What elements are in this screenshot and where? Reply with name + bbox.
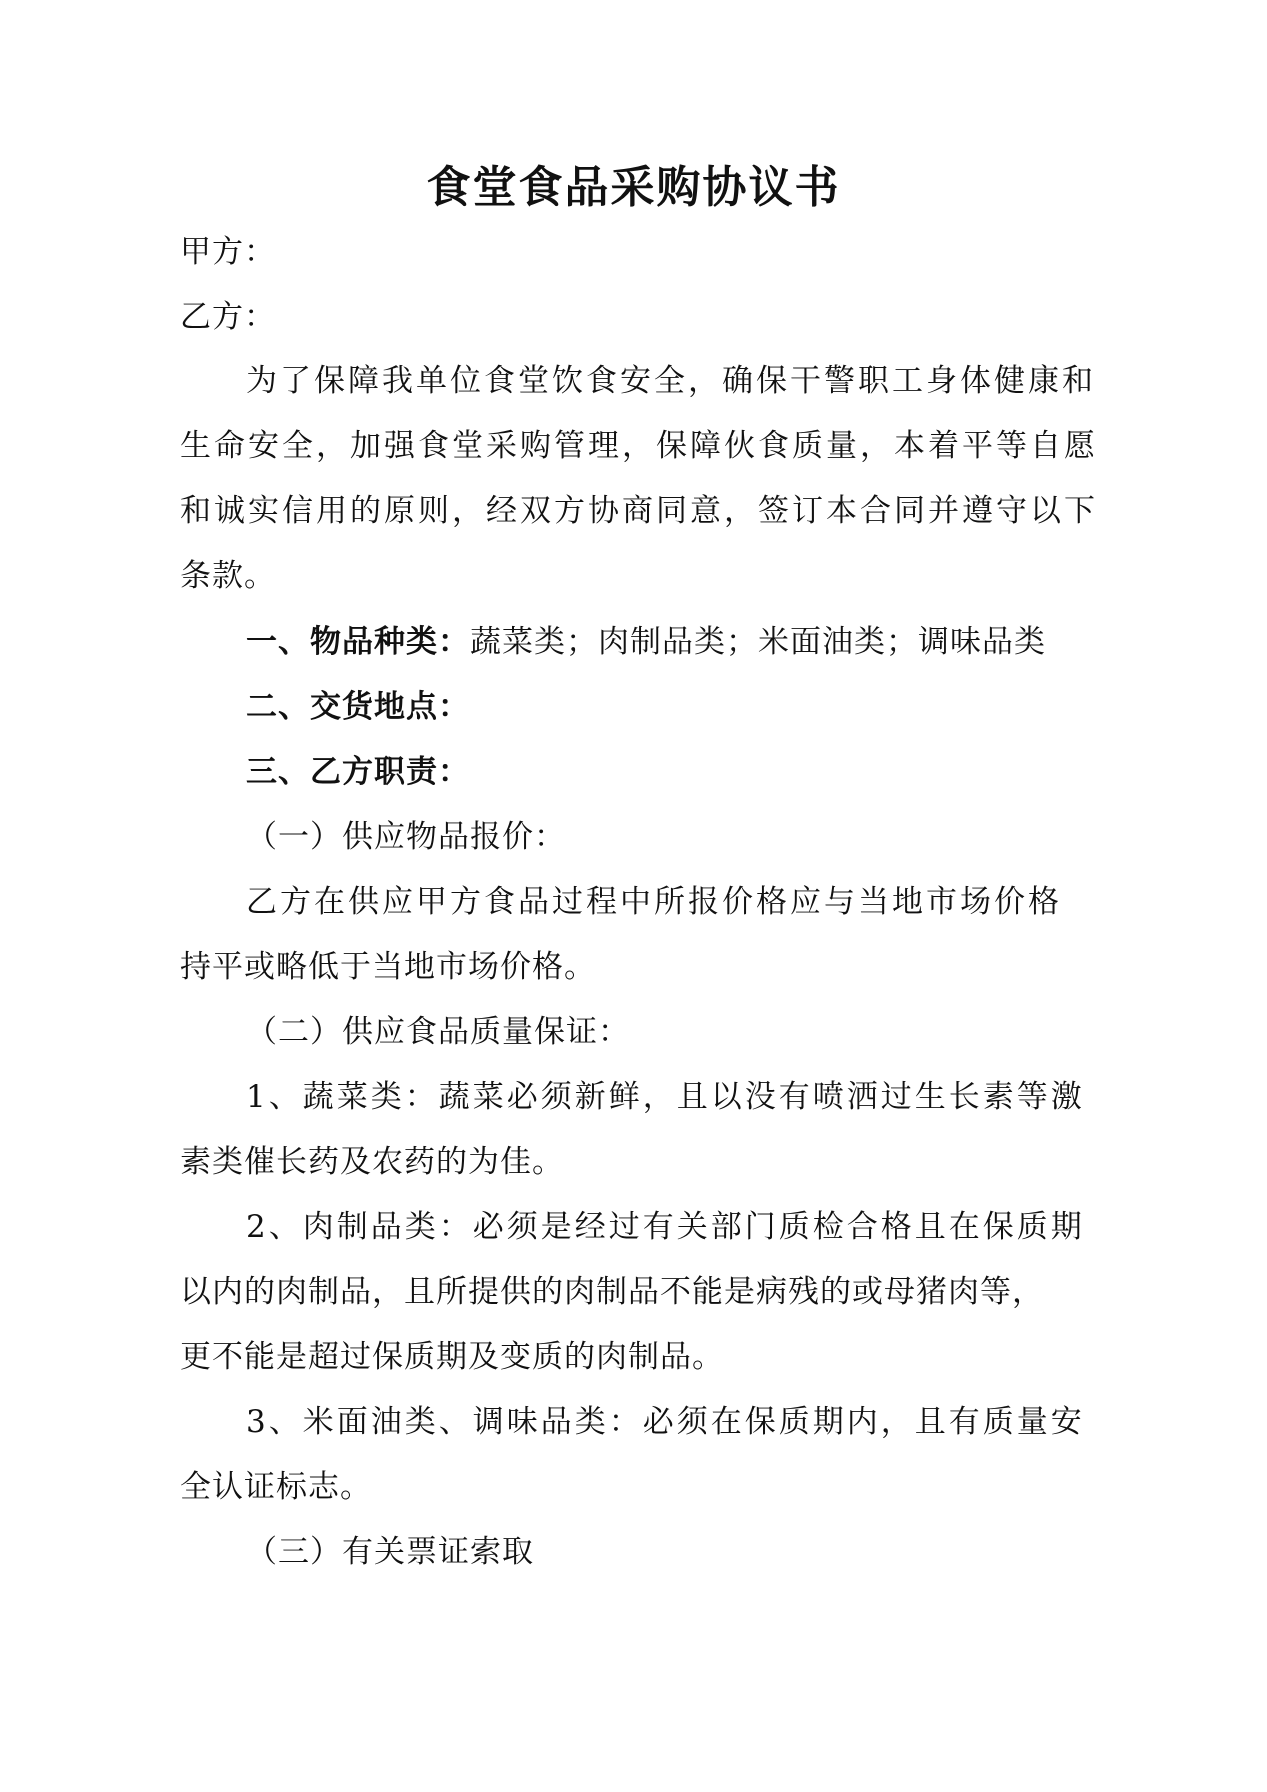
sub-2-item-3-line-1: 3、米面油类、调味品类：必须在保质期内，且有质量安 — [246, 1404, 1085, 1440]
section-1 — [246, 622, 1046, 662]
section-1-heading: 一、物品种类： — [246, 624, 470, 660]
sub-1-line-2: 持平或略低于当地市场价格。 — [180, 949, 596, 985]
sub-2-item-2-line-1: 2、肉制品类：必须是经过有关部门质检合格且在保质期 — [246, 1209, 1085, 1245]
intro-line-3: 和诚实信用的原则，经双方协商同意，签订本合同并遵守以下 — [180, 493, 1098, 529]
section-2-heading: 二、交货地点： — [246, 689, 470, 725]
sub-2-item-3-line-2: 全认证标志。 — [180, 1469, 372, 1505]
sub-2-item-1-line-1: 1、蔬菜类：蔬菜必须新鲜，且以没有喷洒过生长素等激 — [246, 1079, 1085, 1115]
sub-1-line-1: 乙方在供应甲方食品过程中所报价格应与当地市场价格 — [246, 884, 1062, 920]
intro-line-4: 条款。 — [180, 558, 276, 594]
sub-2-heading: （二）供应食品质量保证： — [246, 1014, 630, 1050]
intro-line-2: 生命安全，加强食堂采购管理，保障伙食质量，本着平等自愿 — [180, 428, 1098, 464]
sub-2-item-2-line-2: 以内的肉制品，且所提供的肉制品不能是病残的或母猪肉等， — [180, 1274, 1044, 1310]
document-title: 食堂食品采购协议书 — [426, 162, 841, 213]
sub-1-heading: （一）供应物品报价： — [246, 819, 566, 855]
party-b-label: 乙方： — [180, 299, 276, 335]
sub-2-item-1-line-2: 素类催长药及农药的为佳。 — [180, 1144, 564, 1180]
section-1-content: 蔬菜类；肉制品类；米面油类；调味品类 — [470, 624, 1046, 660]
sub-3-heading: （三）有关票证索取 — [246, 1534, 534, 1570]
section-3-heading: 三、乙方职责： — [246, 754, 470, 790]
intro-line-1: 为了保障我单位食堂饮食安全，确保干警职工身体健康和 — [246, 363, 1096, 399]
party-a-label: 甲方： — [180, 234, 276, 270]
sub-2-item-2-line-3: 更不能是超过保质期及变质的肉制品。 — [180, 1339, 724, 1375]
